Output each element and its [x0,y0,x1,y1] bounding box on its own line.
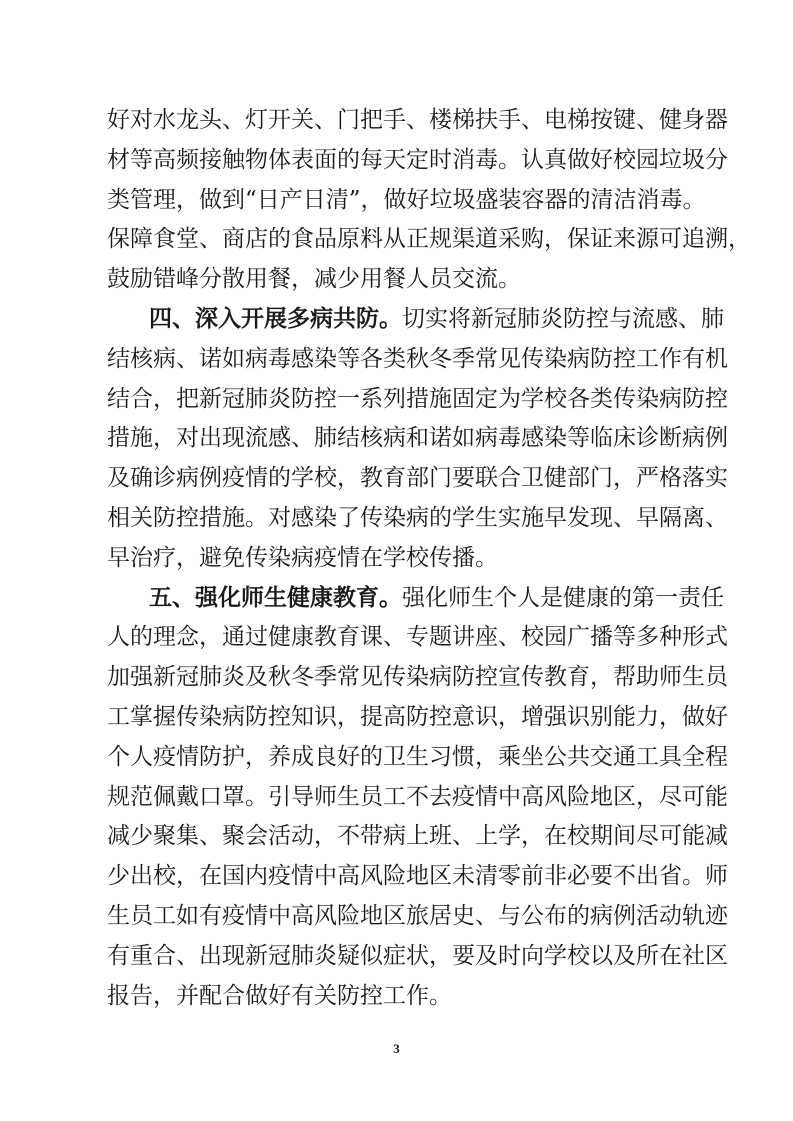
body-text-line: 相关防控措施。对感染了传染病的学生实施早发现、早隔离、 [107,505,728,531]
paragraph-first-line [149,299,724,339]
section-heading: 四、深入开展多病共防。 [149,306,402,332]
body-text-line: 个人疫情防护，养成良好的卫生习惯，乘坐公共交通工具全程 [107,743,728,770]
body-text-line: 及确诊病例疫情的学校，教育部门要联合卫健部门，严格落实 [107,465,728,492]
body-text-line: 结核病、诺如病毒感染等各类秋冬季常见传染病防控工作有机 [107,345,728,372]
body-text-line: 结合，把新冠肺炎防控一系列措施固定为学校各类传染病防控 [107,385,728,412]
body-text: 强化师生个人是健康的第一责任 [402,584,724,611]
body-text-line: 好对水龙头、灯开关、门把手、楼梯扶手、电梯按键、健身器 [107,107,728,133]
body-text-line: 减少聚集、聚会活动，不带病上班、上学，在校期间尽可能减 [107,823,728,850]
body-text-line: 材等高频接触物体表面的每天定时消毒。认真做好校园垃圾分 [107,146,728,173]
section-heading: 五、强化师生健康教育。 [149,584,402,611]
body-text-line: 类管理，做到“日产日清”，做好垃圾盛装容器的清洁消毒。 [107,186,706,213]
body-text-line: 鼓励错峰分散用餐，减少用餐人员交流。 [107,266,521,293]
body-text-line: 工掌握传染病防控知识，提高防控意识，增强识别能力，做好 [107,704,728,730]
body-text-line: 规范佩戴口罩。引导师生员工不去疫情中高风险地区，尽可能 [107,783,728,810]
body-text-line: 人的理念，通过健康教育课、专题讲座、校园广播等多种形式 [107,624,728,651]
paragraph-first-line [149,578,724,618]
body-text-line: 少出校，在国内疫情中高风险地区未清零前非必要不出省。师 [107,863,728,890]
body-text-line: 措施，对出现流感、肺结核病和诺如病毒感染等临床诊断病例 [107,425,728,452]
body-text: 切实将新冠肺炎防控与流感、肺 [402,306,724,332]
body-text-line: 有重合、出现新冠肺炎疑似症状，要及时向学校以及所在社区 [107,942,728,969]
body-text-line: 加强新冠肺炎及秋冬季常见传染病防控宣传教育，帮助师生员 [107,664,728,691]
body-text-line: 保障食堂、商店的食品原料从正规渠道采购，保证来源可追溯， [107,226,751,253]
body-text-line: 报告，并配合做好有关防控工作。 [107,982,452,1009]
body-text-line: 生员工如有疫情中高风险地区旅居史、与公布的病例活动轨迹 [107,903,728,929]
body-text-line: 早治疗，避免传染病疫情在学校传播。 [107,544,498,571]
page-number: 3 [393,1041,400,1056]
